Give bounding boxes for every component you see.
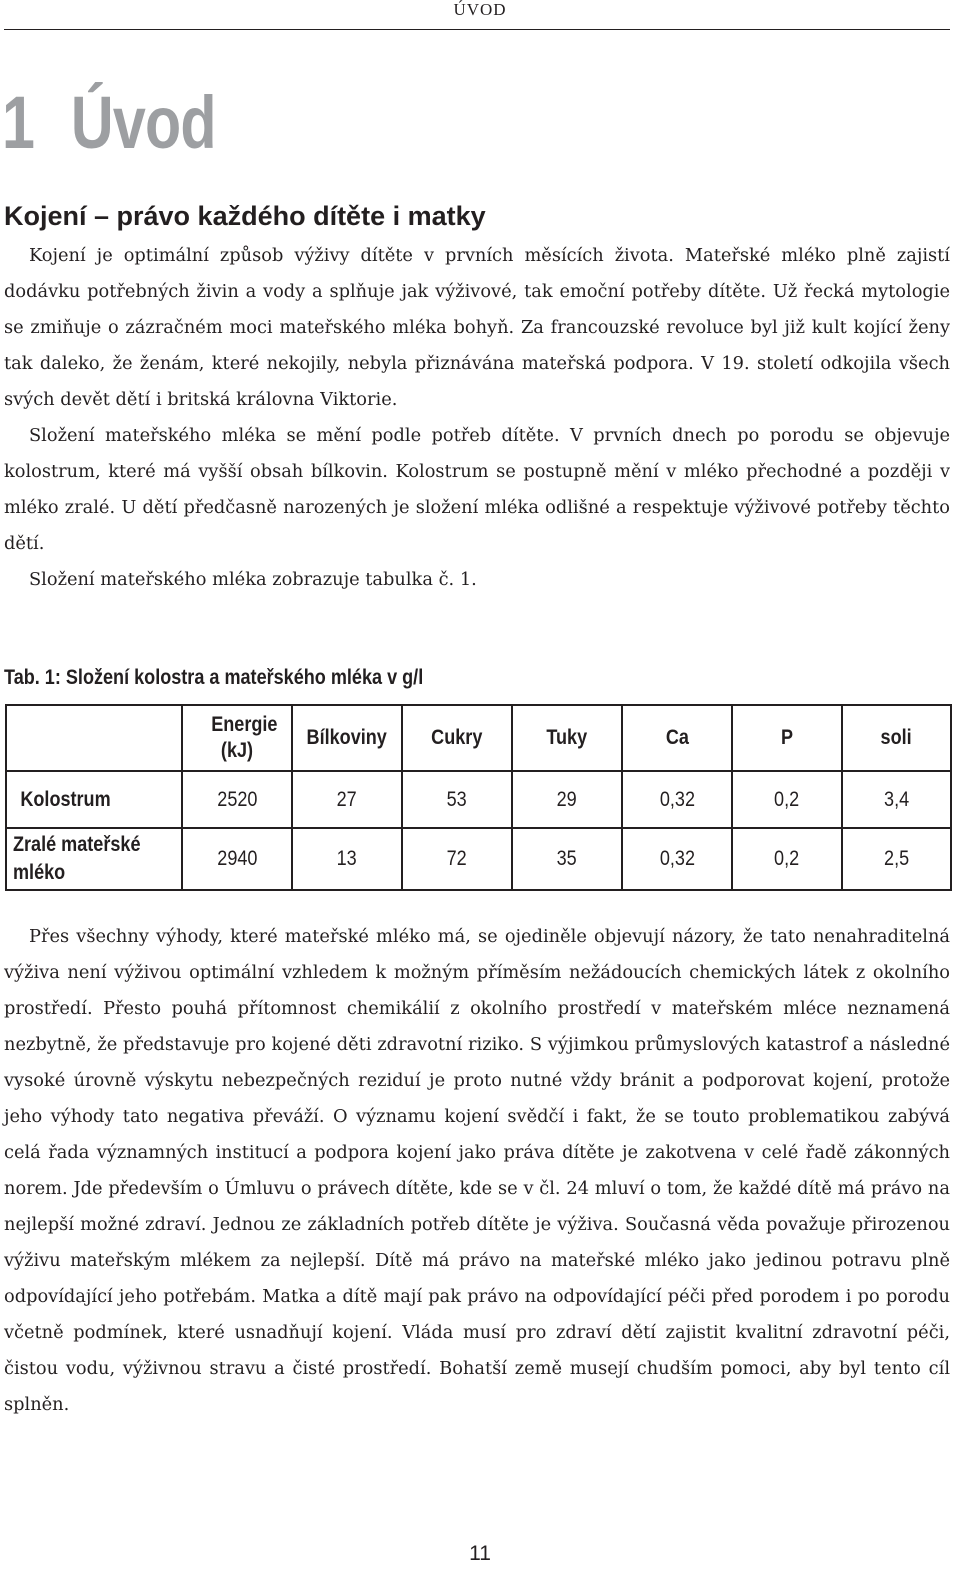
cell-value: 3,4 (883, 787, 910, 811)
paragraph: Složení mateřského mléka zobrazuje tabulka č. 1. (29, 569, 477, 590)
paragraph: Složení mateřského mléka se mění podle potřeb dítěte. V prvních dnech po porodu se objevuje kolostrum, které má vyšší obsah bílkovin. Kolostrum se postupně mění v mléko přechodné a později v mléko zralé. U dětí předčasně narozených je složení mléka odlišné a respektuje výživové potřeby těchto dětí. (4, 425, 950, 554)
table-cell (732, 828, 842, 890)
header-label: Energie (kJ) (211, 713, 278, 762)
table-cell (292, 771, 402, 828)
cell-value: 13 (336, 847, 358, 870)
cell-value: 53 (446, 787, 468, 811)
table-cell (512, 828, 622, 890)
table-cell (512, 771, 622, 828)
chapter-title (2, 80, 216, 165)
table-row (6, 771, 951, 828)
cell-value: 27 (336, 787, 358, 811)
row-label-text: Zralé mateřské mléko (13, 833, 141, 884)
table-cell (402, 771, 512, 828)
header-cell-ca (622, 705, 732, 771)
page-number: 11 (469, 1542, 491, 1565)
chapter-number: 1 (2, 81, 35, 164)
table-cell (842, 828, 951, 890)
header-label: P (780, 726, 794, 749)
header-cell-energy (182, 705, 292, 771)
paragraph: Přes všechny výhody, které mateřské mléko má, se ojediněle objevují názory, že tato nenahraditelná výživa není výživou optimální vzhledem k možným příměsím nežádoucích chemických látek z okolního prostředí. Přesto pouhá přítomnost chemikálií z okolního prostředí v mateřském mléce neznamená nezbytně, že představuje pro kojené děti zdravotní riziko. S výjimkou průmyslových katastrof a následné vysoké úrovně výskytu nebezpečných reziduí je proto nutné vždy bránit a podporovat kojení, protože jeho výhody tato negativa převáží. O významu kojení svědčí i fakt, že se touto problematikou zabývá celá řada významných institucí a podpora kojení jako práva dítěte je zakotvena v celé řadě zákonných norem. Jde především o Úmluvu o právech dítěte, kde se v čl. 24 mluví o tom, že každé dítě má právo na nejlepší možné zdraví. Jednou ze základních potřeb dítěte je výživa. Současná věda považuje přirozenou výživu mateřským mlékem za nejlepší. Dítě má právo na mateřské mléko jako jedinou potravu plně odpovídající jeho potřebám. Matka a dítě mají pak právo na odpovídající péči před porodem i po porodu včetně podmínek, které usnadňují kojení. Vláda musí pro zdraví dětí zajistit kvalitní zdravotní péči, čistou vodu, výživnou stravu a čisté prostředí. Bohatší země musejí chudším pomoci, aby byl tento cíl splněn. (4, 926, 950, 1415)
outro-text (4, 919, 950, 1423)
cell-value: 0,2 (774, 787, 800, 811)
row-label (6, 828, 182, 890)
table-cell (732, 771, 842, 828)
header-cell-protein (292, 705, 402, 771)
table-cell (622, 828, 732, 890)
cell-value: 2520 (216, 787, 258, 811)
cell-value: 0,32 (659, 787, 695, 811)
cell-value: 29 (556, 787, 578, 811)
cell-value: 2,5 (883, 847, 910, 870)
table-cell (292, 828, 402, 890)
header-label: Tuky (546, 726, 588, 749)
cell-value: 35 (556, 847, 578, 870)
cell-value: 2940 (216, 847, 258, 870)
row-label-text: Kolostrum (20, 787, 111, 811)
row-label (6, 771, 182, 828)
table-header-row (6, 705, 951, 771)
table-cell (402, 828, 512, 890)
header-cell-salts (842, 705, 951, 771)
table-caption: Tab. 1: Složení kolostra a mateřského mléka v g/l (4, 666, 424, 689)
cell-value: 72 (446, 847, 468, 870)
header-cell-empty (6, 705, 182, 771)
intro-text (4, 238, 950, 598)
header-label: Bílkoviny (306, 726, 388, 749)
table-row (6, 828, 951, 890)
running-header: ÚVOD (453, 0, 507, 19)
cell-value: 0,32 (659, 847, 695, 870)
cell-value: 0,2 (774, 847, 800, 870)
table-cell (182, 828, 292, 890)
header-label: Ca (665, 726, 689, 749)
header-cell-p (732, 705, 842, 771)
header-cell-fat (512, 705, 622, 771)
chapter-title-text: Úvod (70, 81, 216, 164)
paragraph: Kojení je optimální způsob výživy dítěte v prvních měsících života. Mateřské mléko plně zajistí dodávku potřebných živin a vody a splňuje jak výživové, tak emoční potřeby dítěte. Už řecká mytologie se zmiňuje o zázračném moci mateřského mléka bohyň. Za francouzské revoluce byl již kult kojící ženy tak daleko, že ženám, které nekojily, nebyla přiznávána mateřská podpora. V 19. století odkojila všech svých devět dětí i britská královna Viktorie. (4, 245, 950, 410)
composition-table (5, 704, 952, 891)
section-heading: Kojení – právo každého dítěte i matky (4, 201, 486, 231)
table-cell (622, 771, 732, 828)
header-label: soli (880, 726, 913, 749)
table-cell (182, 771, 292, 828)
table-cell (842, 771, 951, 828)
header-label: Cukry (431, 726, 483, 749)
header-cell-sugar (402, 705, 512, 771)
header-rule (4, 29, 950, 30)
